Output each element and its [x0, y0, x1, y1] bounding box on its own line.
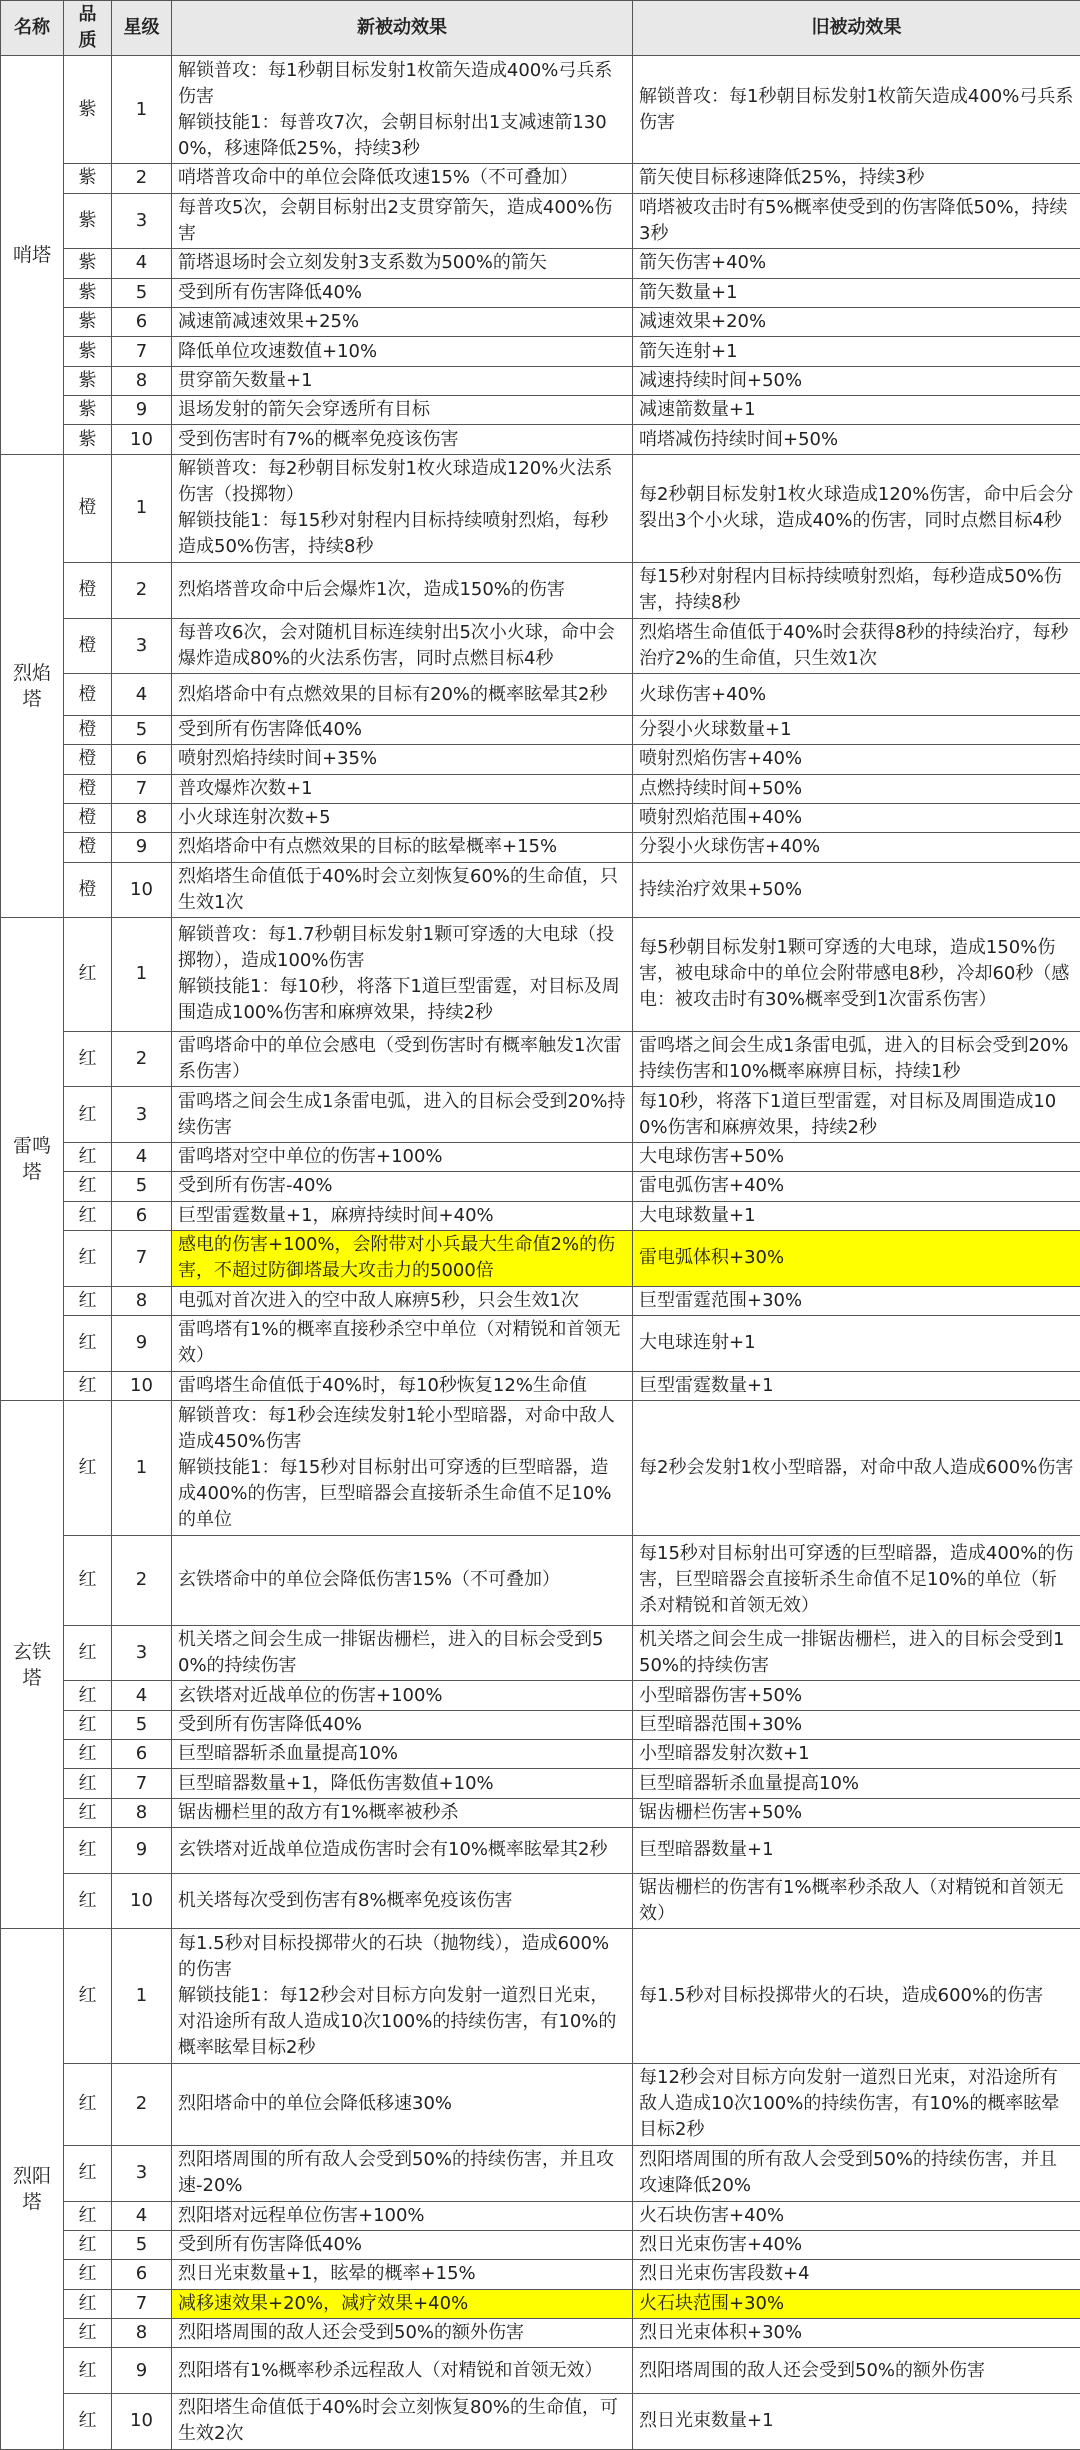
old-effect-cell: 巨型暗器斩杀血量提高10%: [633, 1769, 1080, 1798]
star-cell: 1: [112, 454, 172, 562]
quality-cell: 红: [64, 1710, 112, 1739]
star-cell: 3: [112, 618, 172, 674]
star-cell: 3: [112, 1087, 172, 1143]
star-cell: 6: [112, 308, 172, 337]
new-effect-cell: 小火球连射次数+5: [172, 803, 633, 832]
star-cell: 2: [112, 1535, 172, 1625]
table-row: [1, 745, 1080, 774]
old-effect-cell: 雷鸣塔之间会生成1条雷电弧，进入的目标会受到20%持续伤害和10%概率麻痹目标，持续1秒: [633, 1031, 1080, 1087]
old-effect-cell: 持续治疗效果+50%: [633, 862, 1080, 918]
new-effect-cell: 玄铁塔对近战单位造成伤害时会有10%概率眩晕其2秒: [172, 1828, 633, 1874]
quality-cell: 橙: [64, 618, 112, 674]
quality-cell: 橙: [64, 454, 112, 562]
table-row: [1, 2348, 1080, 2394]
tower-name: 雷鸣塔: [1, 918, 64, 1401]
quality-cell: 橙: [64, 862, 112, 918]
new-effect-cell: 喷射烈焰持续时间+35%: [172, 745, 633, 774]
new-effect-cell: 烈阳塔生命值低于40%时会立刻恢复80%的生命值，可生效2次: [172, 2393, 633, 2449]
table-row: [1, 2318, 1080, 2347]
table-row: [1, 193, 1080, 249]
old-effect-cell: 每10秒，将落下1道巨型雷霆，对目标及周围造成100%伤害和麻痹效果，持续2秒: [633, 1087, 1080, 1143]
old-effect-cell: 烈焰塔生命值低于40%时会获得8秒的持续治疗，每秒治疗2%的生命值，只生效1次: [633, 618, 1080, 674]
quality-cell: 红: [64, 2393, 112, 2449]
old-effect-cell: 减速箭数量+1: [633, 396, 1080, 425]
new-effect-cell: 贯穿箭矢数量+1: [172, 366, 633, 395]
tower-name: 哨塔: [1, 56, 64, 455]
old-effect-cell: 巨型暗器数量+1: [633, 1828, 1080, 1874]
old-effect-cell: 喷射烈焰范围+40%: [633, 803, 1080, 832]
quality-cell: 红: [64, 1798, 112, 1827]
old-effect-cell: 烈日光束数量+1: [633, 2393, 1080, 2449]
table-row: [1, 2393, 1080, 2449]
star-cell: 6: [112, 745, 172, 774]
quality-cell: 红: [64, 2260, 112, 2289]
star-cell: 4: [112, 2201, 172, 2230]
new-effect-cell: 解锁普攻：每1秒朝目标发射1枚箭矢造成400%弓兵系伤害 解锁技能1：每普攻7次，会朝目标射出1支减速箭1300%，移速降低25%，持续3秒: [172, 56, 633, 164]
old-effect-cell: 每2秒朝目标发射1枚火球造成120%伤害，命中后会分裂出3个小火球，造成40%的伤害，同时点燃目标4秒: [633, 454, 1080, 562]
table-row: [1, 56, 1080, 164]
old-effect-cell: 大电球伤害+50%: [633, 1142, 1080, 1171]
new-effect-cell: 受到所有伤害降低40%: [172, 278, 633, 307]
quality-cell: 紫: [64, 164, 112, 193]
new-effect-cell: 感电的伤害+100%，会附带对小兵最大生命值2%的伤害，不超过防御塔最大攻击力的5000倍: [172, 1230, 633, 1286]
new-effect-cell: 受到所有伤害降低40%: [172, 715, 633, 744]
tower-name: 玄铁塔: [1, 1401, 64, 1929]
quality-cell: 紫: [64, 249, 112, 278]
star-cell: 10: [112, 2393, 172, 2449]
star-cell: 3: [112, 193, 172, 249]
quality-cell: 红: [64, 2289, 112, 2318]
new-effect-cell: 烈焰塔命中有点燃效果的目标有20%的概率眩晕其2秒: [172, 674, 633, 716]
new-effect-cell: 退场发射的箭矢会穿透所有目标: [172, 396, 633, 425]
star-cell: 10: [112, 425, 172, 454]
table-row: [1, 1769, 1080, 1798]
quality-cell: 紫: [64, 193, 112, 249]
star-cell: 3: [112, 1625, 172, 1681]
quality-cell: 紫: [64, 337, 112, 366]
old-effect-cell: 哨塔被攻击时有5%概率使受到的伤害降低50%，持续3秒: [633, 193, 1080, 249]
old-effect-cell: 减速效果+20%: [633, 308, 1080, 337]
old-effect-cell: 小型暗器发射次数+1: [633, 1740, 1080, 1769]
quality-cell: 红: [64, 1681, 112, 1710]
new-effect-cell: 哨塔普攻命中的单位会降低攻速15%（不可叠加）: [172, 164, 633, 193]
header-new-effect: 新被动效果: [172, 1, 633, 56]
old-effect-cell: 烈阳塔周围的敌人还会受到50%的额外伤害: [633, 2348, 1080, 2394]
quality-cell: 红: [64, 1031, 112, 1087]
star-cell: 5: [112, 278, 172, 307]
star-cell: 3: [112, 2145, 172, 2201]
old-effect-cell: 点燃持续时间+50%: [633, 774, 1080, 803]
new-effect-cell: 雷鸣塔生命值低于40%时，每10秒恢复12%生命值: [172, 1371, 633, 1400]
tower-name: 烈焰塔: [1, 454, 64, 918]
table-row: [1, 674, 1080, 716]
quality-cell: 紫: [64, 425, 112, 454]
old-effect-cell: 喷射烈焰伤害+40%: [633, 745, 1080, 774]
table-row: [1, 774, 1080, 803]
star-cell: 8: [112, 1286, 172, 1315]
star-cell: 7: [112, 1230, 172, 1286]
quality-cell: 红: [64, 1929, 112, 2064]
new-effect-cell: 烈阳塔对远程单位伤害+100%: [172, 2201, 633, 2230]
old-effect-cell: 箭矢连射+1: [633, 337, 1080, 366]
star-cell: 6: [112, 1201, 172, 1230]
quality-cell: 红: [64, 1087, 112, 1143]
new-effect-cell: 解锁普攻：每2秒朝目标发射1枚火球造成120%火法系伤害（投掷物） 解锁技能1：每15秒对射程内目标持续喷射烈焰，每秒造成50%伤害，持续8秒: [172, 454, 633, 562]
new-effect-cell: 烈阳塔有1%概率秒杀远程敌人（对精锐和首领无效）: [172, 2348, 633, 2394]
star-cell: 7: [112, 774, 172, 803]
table-row: [1, 803, 1080, 832]
quality-cell: 红: [64, 2230, 112, 2259]
quality-cell: 紫: [64, 396, 112, 425]
star-cell: 1: [112, 918, 172, 1031]
new-effect-cell: 机关塔之间会生成一排锯齿栅栏，进入的目标会受到50%的持续伤害: [172, 1625, 633, 1681]
old-effect-cell: 雷电弧体积+30%: [633, 1230, 1080, 1286]
old-effect-cell: 小型暗器伤害+50%: [633, 1681, 1080, 1710]
old-effect-cell: 每15秒对目标射出可穿透的巨型暗器，造成400%的伤害，巨型暗器会直接斩杀生命值不足10%的单位（斩杀对精锐和首领无效）: [633, 1535, 1080, 1625]
quality-cell: 红: [64, 1401, 112, 1536]
old-effect-cell: 雷电弧伤害+40%: [633, 1172, 1080, 1201]
new-effect-cell: 雷鸣塔对空中单位的伤害+100%: [172, 1142, 633, 1171]
new-effect-cell: 雷鸣塔有1%的概率直接秒杀空中单位（对精锐和首领无效）: [172, 1316, 633, 1372]
new-effect-cell: 普攻爆炸次数+1: [172, 774, 633, 803]
table-row: [1, 1710, 1080, 1739]
table-row: [1, 1172, 1080, 1201]
quality-cell: 红: [64, 2145, 112, 2201]
old-effect-cell: 火石块伤害+40%: [633, 2201, 1080, 2230]
quality-cell: 橙: [64, 563, 112, 619]
quality-cell: 红: [64, 1535, 112, 1625]
old-effect-cell: 巨型雷霆数量+1: [633, 1371, 1080, 1400]
header-row: [1, 1, 1080, 56]
star-cell: 4: [112, 249, 172, 278]
header-old-effect: 旧被动效果: [633, 1, 1080, 56]
star-cell: 1: [112, 56, 172, 164]
new-effect-cell: 每1.5秒对目标投掷带火的石块（抛物线），造成600%的伤害 解锁技能1：每12秒会对目标方向发射一道烈日光束，对沿途所有敌人造成10次100%的持续伤害，有10%的概率眩晕目标2秒: [172, 1929, 633, 2064]
old-effect-cell: 减速持续时间+50%: [633, 366, 1080, 395]
quality-cell: 红: [64, 2063, 112, 2145]
table-row: [1, 1142, 1080, 1171]
star-cell: 6: [112, 2260, 172, 2289]
old-effect-cell: 火球伤害+40%: [633, 674, 1080, 716]
new-effect-cell: 受到所有伤害降低40%: [172, 1710, 633, 1739]
table-row: [1, 833, 1080, 862]
old-effect-cell: 每15秒对射程内目标持续喷射烈焰，每秒造成50%伤害，持续8秒: [633, 563, 1080, 619]
star-cell: 8: [112, 2318, 172, 2347]
old-effect-cell: 每12秒会对目标方向发射一道烈日光束，对沿途所有敌人造成10次100%的持续伤害，有10%的概率眩晕目标2秒: [633, 2063, 1080, 2145]
new-effect-cell: 玄铁塔对近战单位的伤害+100%: [172, 1681, 633, 1710]
quality-cell: 红: [64, 1625, 112, 1681]
star-cell: 9: [112, 833, 172, 862]
old-effect-cell: 机关塔之间会生成一排锯齿栅栏，进入的目标会受到150%的持续伤害: [633, 1625, 1080, 1681]
star-cell: 2: [112, 2063, 172, 2145]
new-effect-cell: 箭塔退场时会立刻发射3支系数为500%的箭矢: [172, 249, 633, 278]
star-cell: 5: [112, 2230, 172, 2259]
old-effect-cell: 箭矢伤害+40%: [633, 249, 1080, 278]
table-row: [1, 396, 1080, 425]
quality-cell: 红: [64, 1873, 112, 1929]
table-row: [1, 1625, 1080, 1681]
star-cell: 9: [112, 396, 172, 425]
star-cell: 1: [112, 1929, 172, 2064]
quality-cell: 橙: [64, 833, 112, 862]
old-effect-cell: 分裂小火球数量+1: [633, 715, 1080, 744]
quality-cell: 红: [64, 1316, 112, 1372]
table-row: [1, 454, 1080, 562]
star-cell: 2: [112, 1031, 172, 1087]
table-row: [1, 918, 1080, 1031]
table-row: [1, 249, 1080, 278]
old-effect-cell: 每5秒朝目标发射1颗可穿透的大电球，造成150%伤害，被电球命中的单位会附带感电8秒，冷却60秒（感电：被攻击时有30%概率受到1次雷系伤害）: [633, 918, 1080, 1031]
old-effect-cell: 每1.5秒对目标投掷带火的石块，造成600%的伤害: [633, 1929, 1080, 2064]
old-effect-cell: 火石块范围+30%: [633, 2289, 1080, 2318]
old-effect-cell: 分裂小火球伤害+40%: [633, 833, 1080, 862]
quality-cell: 红: [64, 1740, 112, 1769]
table-row: [1, 2260, 1080, 2289]
new-effect-cell: 电弧对首次进入的空中敌人麻痹5秒，只会生效1次: [172, 1286, 633, 1315]
new-effect-cell: 雷鸣塔之间会生成1条雷电弧，进入的目标会受到20%持续伤害: [172, 1087, 633, 1143]
star-cell: 4: [112, 674, 172, 716]
table-row: [1, 2289, 1080, 2318]
new-effect-cell: 玄铁塔命中的单位会降低伤害15%（不可叠加）: [172, 1535, 633, 1625]
star-cell: 8: [112, 803, 172, 832]
quality-cell: 红: [64, 1201, 112, 1230]
quality-cell: 紫: [64, 308, 112, 337]
star-cell: 9: [112, 2348, 172, 2394]
new-effect-cell: 每普攻5次，会朝目标射出2支贯穿箭矢，造成400%伤害: [172, 193, 633, 249]
quality-cell: 橙: [64, 674, 112, 716]
old-effect-cell: 巨型暗器范围+30%: [633, 1710, 1080, 1739]
new-effect-cell: 每普攻6次，会对随机目标连续射出5次小火球，命中会爆炸造成80%的火法系伤害，同时点燃目标4秒: [172, 618, 633, 674]
table-row: [1, 1031, 1080, 1087]
old-effect-cell: 巨型雷霆范围+30%: [633, 1286, 1080, 1315]
star-cell: 4: [112, 1681, 172, 1710]
quality-cell: 红: [64, 1142, 112, 1171]
new-effect-cell: 雷鸣塔命中的单位会感电（受到伤害时有概率触发1次雷系伤害）: [172, 1031, 633, 1087]
table-row: [1, 1929, 1080, 2064]
star-cell: 8: [112, 366, 172, 395]
table-row: [1, 2145, 1080, 2201]
star-cell: 4: [112, 1142, 172, 1171]
table-row: [1, 1201, 1080, 1230]
star-cell: 7: [112, 1769, 172, 1798]
old-effect-cell: 每2秒会发射1枚小型暗器，对命中敌人造成600%伤害: [633, 1401, 1080, 1536]
quality-cell: 紫: [64, 366, 112, 395]
table-row: [1, 425, 1080, 454]
table-row: [1, 308, 1080, 337]
new-effect-cell: 烈焰塔普攻命中后会爆炸1次，造成150%的伤害: [172, 563, 633, 619]
table-row: [1, 337, 1080, 366]
star-cell: 2: [112, 164, 172, 193]
header-star: 星级: [112, 1, 172, 56]
old-effect-cell: 烈日光束伤害+40%: [633, 2230, 1080, 2259]
old-effect-cell: 箭矢数量+1: [633, 278, 1080, 307]
new-effect-cell: 烈焰塔命中有点燃效果的目标的眩晕概率+15%: [172, 833, 633, 862]
new-effect-cell: 烈阳塔周围的所有敌人会受到50%的持续伤害，并且攻速-20%: [172, 2145, 633, 2201]
old-effect-cell: 烈阳塔周围的所有敌人会受到50%的持续伤害，并且攻速降低20%: [633, 2145, 1080, 2201]
quality-cell: 橙: [64, 803, 112, 832]
table-row: [1, 2063, 1080, 2145]
star-cell: 6: [112, 1740, 172, 1769]
new-effect-cell: 解锁普攻：每1秒会连续发射1轮小型暗器，对命中敌人造成450%伤害 解锁技能1：每15秒对目标射出可穿透的巨型暗器，造成400%的伤害，巨型暗器会直接斩杀生命值不足10%的单位: [172, 1401, 633, 1536]
quality-cell: 紫: [64, 56, 112, 164]
new-effect-cell: 减速箭减速效果+25%: [172, 308, 633, 337]
table-row: [1, 1873, 1080, 1929]
old-effect-cell: 解锁普攻：每1秒朝目标发射1枚箭矢造成400%弓兵系伤害: [633, 56, 1080, 164]
old-effect-cell: 大电球数量+1: [633, 1201, 1080, 1230]
new-effect-cell: 巨型雷霆数量+1，麻痹持续时间+40%: [172, 1201, 633, 1230]
table-row: [1, 2230, 1080, 2259]
new-effect-cell: 减移速效果+20%，减疗效果+40%: [172, 2289, 633, 2318]
old-effect-cell: 哨塔减伤持续时间+50%: [633, 425, 1080, 454]
table-row: [1, 1286, 1080, 1315]
table-row: [1, 1535, 1080, 1625]
table-row: [1, 715, 1080, 744]
new-effect-cell: 烈焰塔生命值低于40%时会立刻恢复60%的生命值，只生效1次: [172, 862, 633, 918]
table-row: [1, 1371, 1080, 1400]
quality-cell: 红: [64, 1286, 112, 1315]
quality-cell: 红: [64, 1172, 112, 1201]
header-quality: 品质: [64, 1, 112, 56]
tower-name: 烈阳塔: [1, 1929, 64, 2450]
star-cell: 5: [112, 1710, 172, 1739]
table-row: [1, 366, 1080, 395]
quality-cell: 红: [64, 1371, 112, 1400]
new-effect-cell: 烈日光束数量+1，眩晕的概率+15%: [172, 2260, 633, 2289]
star-cell: 10: [112, 862, 172, 918]
table-row: [1, 278, 1080, 307]
old-effect-cell: 锯齿栅栏伤害+50%: [633, 1798, 1080, 1827]
old-effect-cell: 烈日光束伤害段数+4: [633, 2260, 1080, 2289]
quality-cell: 红: [64, 1230, 112, 1286]
table-row: [1, 618, 1080, 674]
table-row: [1, 1401, 1080, 1536]
table-row: [1, 862, 1080, 918]
old-effect-cell: 箭矢使目标移速降低25%，持续3秒: [633, 164, 1080, 193]
new-effect-cell: 巨型暗器斩杀血量提高10%: [172, 1740, 633, 1769]
quality-cell: 橙: [64, 774, 112, 803]
old-effect-cell: 大电球连射+1: [633, 1316, 1080, 1372]
table-row: [1, 1230, 1080, 1286]
table-row: [1, 164, 1080, 193]
table-row: [1, 1798, 1080, 1827]
new-effect-cell: 机关塔每次受到伤害有8%概率免疫该伤害: [172, 1873, 633, 1929]
quality-cell: 红: [64, 2348, 112, 2394]
star-cell: 7: [112, 2289, 172, 2318]
table-row: [1, 1316, 1080, 1372]
new-effect-cell: 锯齿栅栏里的敌方有1%概率被秒杀: [172, 1798, 633, 1827]
quality-cell: 红: [64, 918, 112, 1031]
table-row: [1, 1740, 1080, 1769]
table-row: [1, 2201, 1080, 2230]
new-effect-cell: 受到所有伤害降低40%: [172, 2230, 633, 2259]
table-row: [1, 563, 1080, 619]
star-cell: 9: [112, 1316, 172, 1372]
table-row: [1, 1681, 1080, 1710]
old-effect-cell: 锯齿栅栏的伤害有1%概率秒杀敌人（对精锐和首领无效）: [633, 1873, 1080, 1929]
new-effect-cell: 解锁普攻：每1.7秒朝目标发射1颗可穿透的大电球（投掷物），造成100%伤害 解锁技能1：每10秒，将落下1道巨型雷霆，对目标及周围造成100%伤害和麻痹效果，持续2秒: [172, 918, 633, 1031]
quality-cell: 红: [64, 2201, 112, 2230]
star-cell: 2: [112, 563, 172, 619]
new-effect-cell: 降低单位攻速数值+10%: [172, 337, 633, 366]
star-cell: 10: [112, 1873, 172, 1929]
star-cell: 5: [112, 1172, 172, 1201]
new-effect-cell: 受到伤害时有7%的概率免疫该伤害: [172, 425, 633, 454]
quality-cell: 红: [64, 1828, 112, 1874]
quality-cell: 红: [64, 2318, 112, 2347]
star-cell: 10: [112, 1371, 172, 1400]
table-row: [1, 1087, 1080, 1143]
quality-cell: 紫: [64, 278, 112, 307]
new-effect-cell: 烈阳塔周围的敌人还会受到50%的额外伤害: [172, 2318, 633, 2347]
star-cell: 5: [112, 715, 172, 744]
star-cell: 8: [112, 1798, 172, 1827]
quality-cell: 橙: [64, 745, 112, 774]
new-effect-cell: 受到所有伤害-40%: [172, 1172, 633, 1201]
new-effect-cell: 烈阳塔命中的单位会降低移速30%: [172, 2063, 633, 2145]
star-cell: 7: [112, 337, 172, 366]
star-cell: 1: [112, 1401, 172, 1536]
table-row: [1, 1828, 1080, 1874]
new-effect-cell: 巨型暗器数量+1，降低伤害数值+10%: [172, 1769, 633, 1798]
star-cell: 9: [112, 1828, 172, 1874]
old-effect-cell: 烈日光束体积+30%: [633, 2318, 1080, 2347]
header-name: 名称: [1, 1, 64, 56]
quality-cell: 红: [64, 1769, 112, 1798]
quality-cell: 橙: [64, 715, 112, 744]
